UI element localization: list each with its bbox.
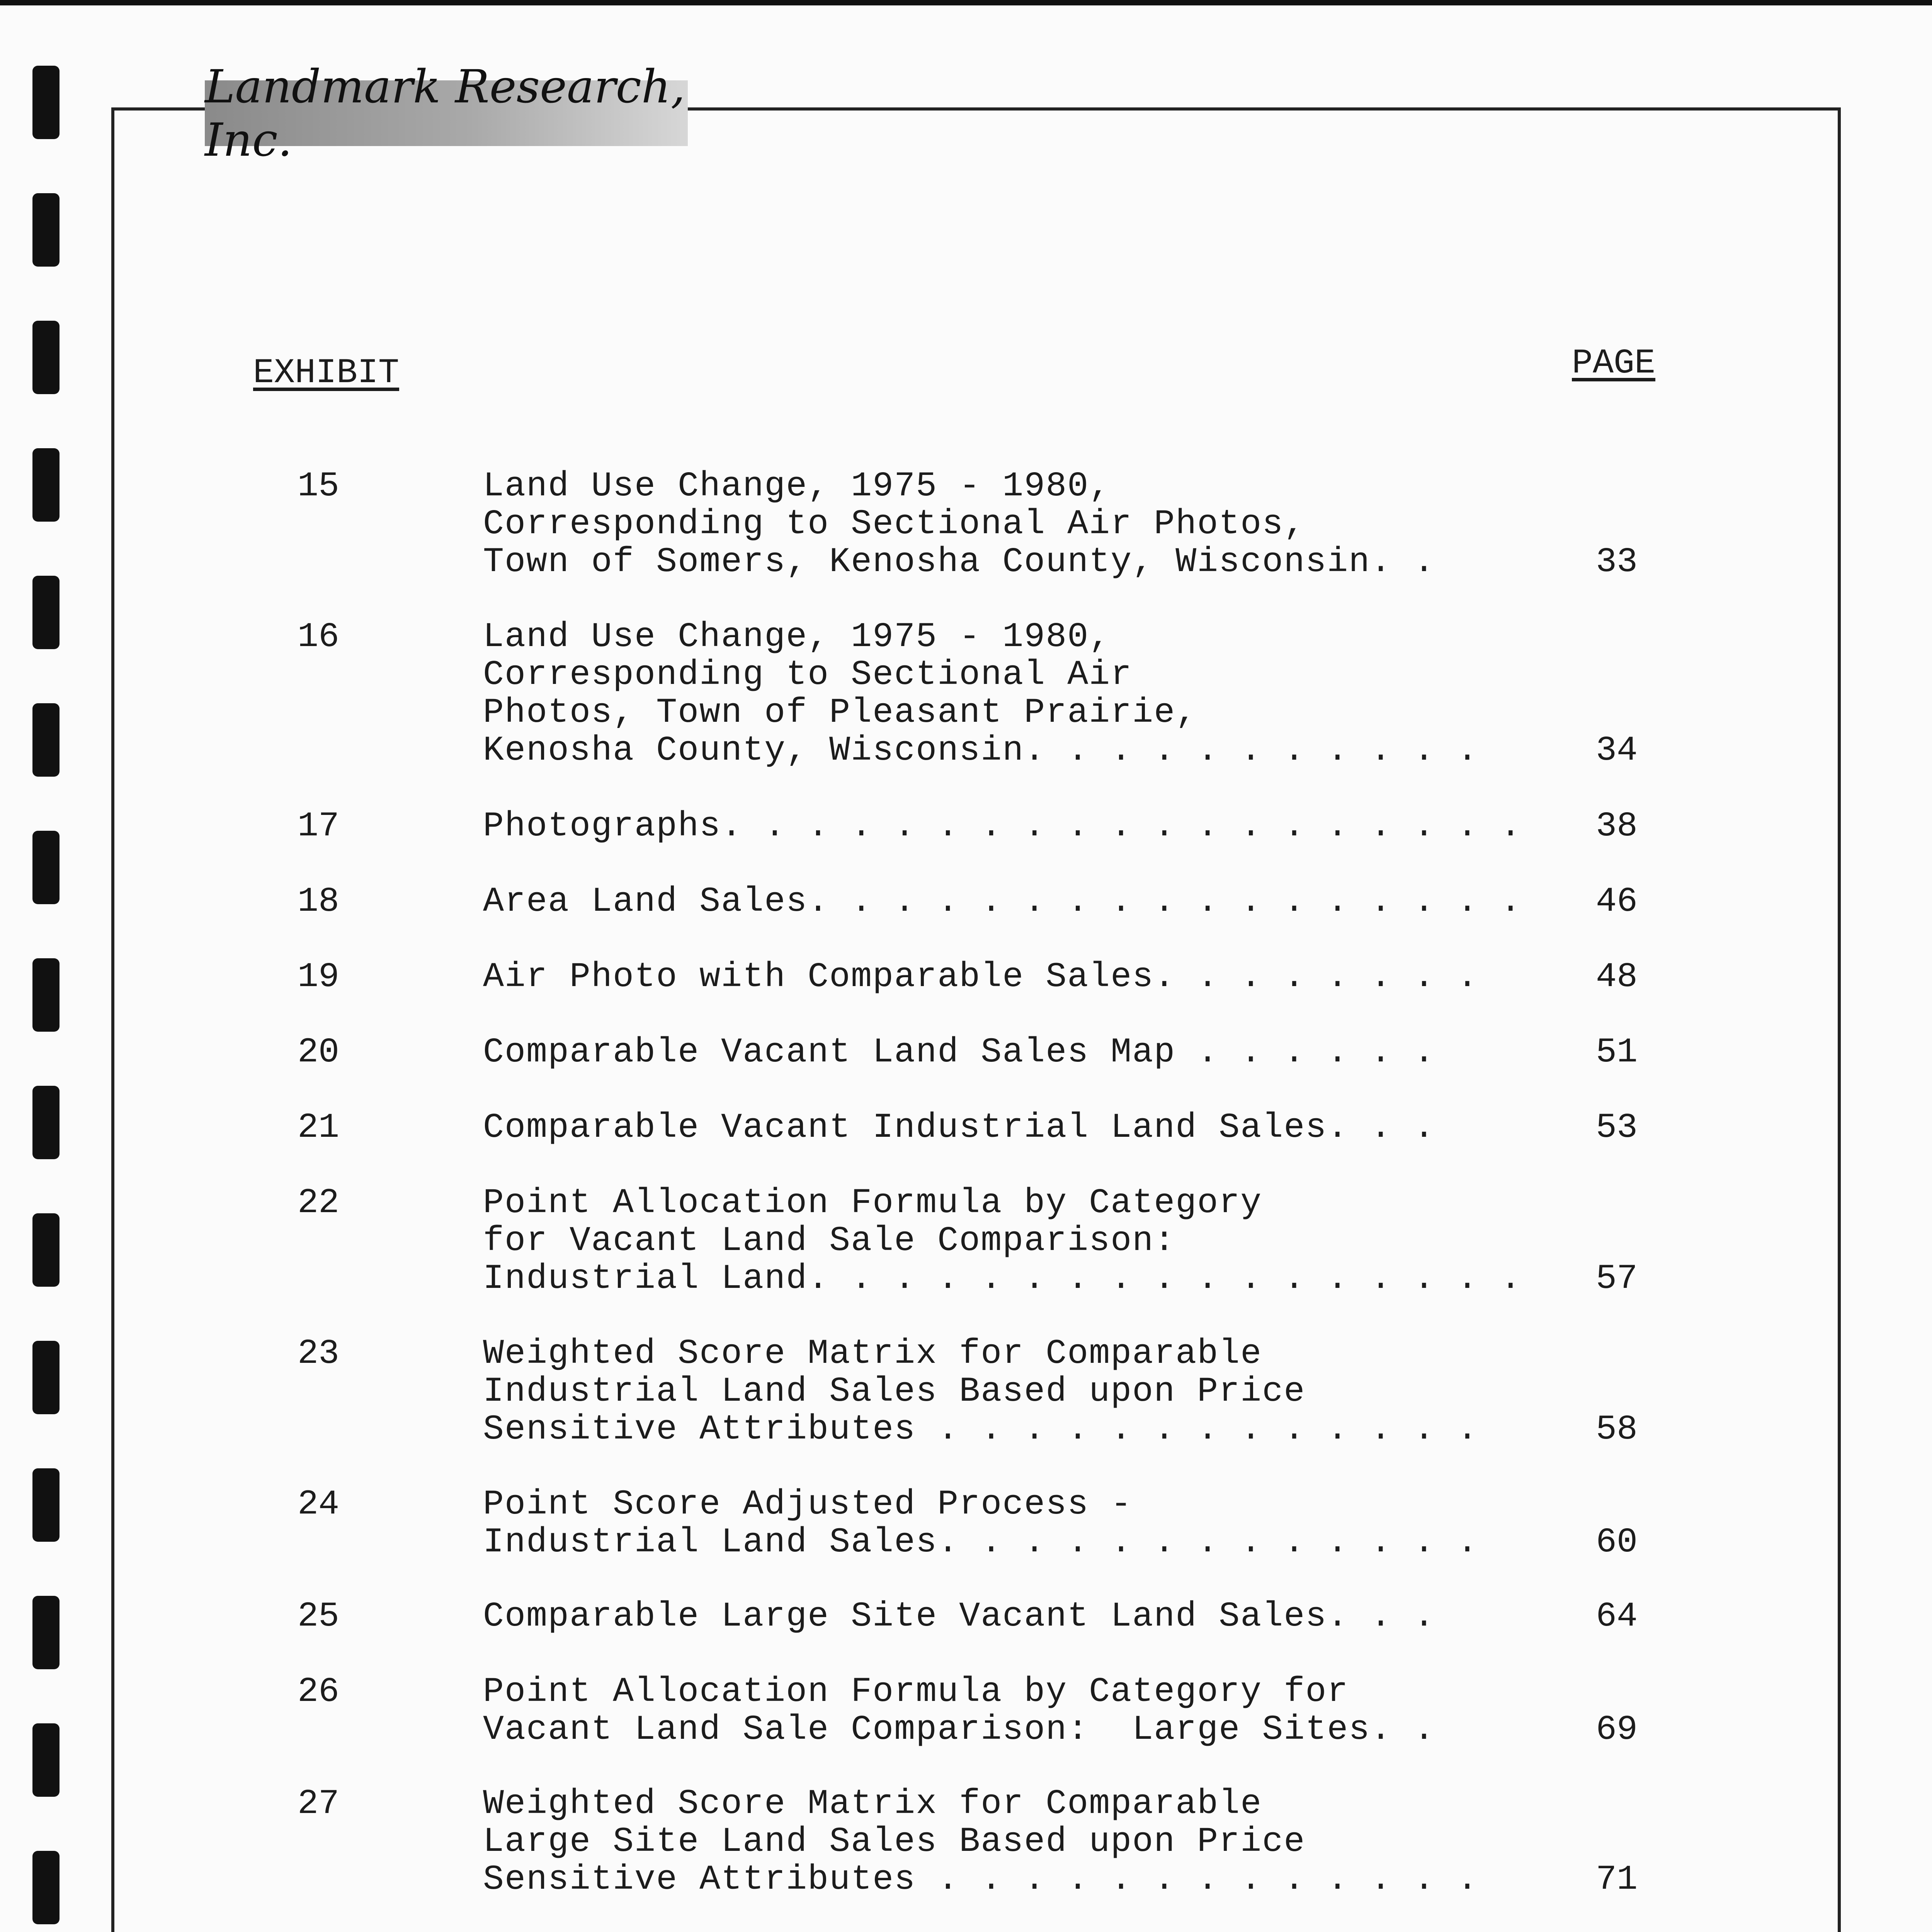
binding-hole xyxy=(32,1341,60,1414)
exhibit-title-line: Point Allocation Formula by Category for xyxy=(483,1672,1349,1712)
exhibit-title-line: Sensitive Attributes . . . . . . . . . . . . . xyxy=(483,1860,1479,1900)
exhibit-title xyxy=(483,1785,1478,1899)
exhibit-title xyxy=(483,808,1522,845)
exhibit-title-line: Land Use Change, 1975 - 1980, xyxy=(483,617,1111,657)
exhibit-page-number: 64 xyxy=(1596,1597,1638,1636)
binding-hole xyxy=(32,958,60,1032)
exhibit-column-header: EXHIBIT xyxy=(253,354,400,393)
binding-hole xyxy=(32,1723,60,1797)
exhibit-title-line: Comparable Vacant Industrial Land Sales. . . xyxy=(483,1108,1435,1148)
binding-hole xyxy=(32,66,60,139)
exhibit-title xyxy=(483,1673,1435,1749)
exhibit-title-line: Area Land Sales. . . . . . . . . . . . . . . . . xyxy=(483,882,1522,922)
exhibit-title-line: Point Score Adjusted Process - xyxy=(483,1485,1133,1524)
binding-hole xyxy=(32,1086,60,1159)
binding-hole xyxy=(32,831,60,904)
exhibit-title-line: Photos, Town of Pleasant Prairie, xyxy=(483,693,1197,733)
exhibit-number: 17 xyxy=(298,807,340,846)
binding-hole xyxy=(32,1213,60,1287)
exhibit-page-number: 57 xyxy=(1596,1259,1638,1299)
exhibit-title-line: Air Photo with Comparable Sales. . . . . . . . xyxy=(483,957,1479,997)
binding-hole xyxy=(32,448,60,522)
exhibit-page-number: 58 xyxy=(1596,1410,1638,1449)
exhibit-page-number: 53 xyxy=(1596,1108,1638,1148)
page-column-header: PAGE xyxy=(1572,344,1656,383)
exhibit-number: 15 xyxy=(298,467,340,506)
exhibit-number: 26 xyxy=(298,1672,340,1712)
exhibit-title xyxy=(483,1034,1435,1071)
exhibit-page-number: 69 xyxy=(1596,1710,1638,1750)
exhibit-title-line: Land Use Change, 1975 - 1980, xyxy=(483,467,1111,506)
binding-hole xyxy=(32,1596,60,1669)
exhibit-page-number: 46 xyxy=(1596,882,1638,922)
exhibit-title-line: Corresponding to Sectional Air xyxy=(483,655,1133,695)
exhibit-title xyxy=(483,1109,1435,1147)
exhibit-title-line: Comparable Vacant Land Sales Map . . . . . . xyxy=(483,1033,1435,1072)
exhibit-title-line: Industrial Land. . . . . . . . . . . . . . . . . xyxy=(483,1259,1522,1299)
exhibit-page-number: 71 xyxy=(1596,1860,1638,1900)
exhibit-number: 24 xyxy=(298,1485,340,1524)
binding-hole xyxy=(32,703,60,777)
exhibit-title xyxy=(483,618,1478,770)
exhibit-title-line: Corresponding to Sectional Air Photos, xyxy=(483,505,1306,544)
exhibit-number: 20 xyxy=(298,1033,340,1072)
binding-hole xyxy=(32,193,60,267)
binding-hole xyxy=(32,1851,60,1924)
exhibit-number: 27 xyxy=(298,1784,340,1824)
exhibit-title-line: Industrial Land Sales. . . . . . . . . . . . . xyxy=(483,1523,1479,1562)
exhibit-title-line: Comparable Large Site Vacant Land Sales. . . xyxy=(483,1597,1435,1636)
exhibit-title-line: Vacant Land Sale Comparison: Large Sites. . xyxy=(483,1710,1435,1750)
exhibit-number: 16 xyxy=(298,617,340,657)
exhibit-page-number: 51 xyxy=(1596,1033,1638,1072)
exhibit-title-line: Town of Somers, Kenosha County, Wisconsin. . xyxy=(483,543,1435,582)
exhibit-title xyxy=(483,958,1478,996)
exhibit-title-line: for Vacant Land Sale Comparison: xyxy=(483,1221,1176,1261)
exhibit-title-line: Point Allocation Formula by Category xyxy=(483,1184,1262,1223)
exhibit-title-line: Large Site Land Sales Based upon Price xyxy=(483,1822,1306,1862)
exhibit-number: 21 xyxy=(298,1108,340,1148)
exhibit-page-number: 33 xyxy=(1596,543,1638,582)
binding-hole xyxy=(32,576,60,649)
exhibit-number: 23 xyxy=(298,1334,340,1374)
exhibit-title-line: Weighted Score Matrix for Comparable xyxy=(483,1784,1262,1824)
exhibit-number: 22 xyxy=(298,1184,340,1223)
company-logo: Landmark Research, Inc. xyxy=(205,80,688,146)
exhibit-number: 18 xyxy=(298,882,340,922)
binding-hole xyxy=(32,321,60,394)
exhibit-title-line: Weighted Score Matrix for Comparable xyxy=(483,1334,1262,1374)
exhibit-title xyxy=(483,1598,1435,1636)
exhibit-number: 19 xyxy=(298,957,340,997)
exhibit-title-line: Photographs. . . . . . . . . . . . . . . . . . . xyxy=(483,807,1522,846)
page-top-edge xyxy=(0,0,1932,5)
exhibit-title xyxy=(483,1184,1522,1298)
exhibit-title xyxy=(483,883,1522,921)
exhibit-page-number: 48 xyxy=(1596,957,1638,997)
exhibit-title xyxy=(483,468,1435,581)
exhibit-page-number: 34 xyxy=(1596,731,1638,770)
exhibit-title xyxy=(483,1335,1478,1449)
exhibit-title-line: Kenosha County, Wisconsin. . . . . . . . . . . xyxy=(483,731,1479,770)
binding-holes xyxy=(32,66,60,1932)
exhibit-title-line: Sensitive Attributes . . . . . . . . . . . . . xyxy=(483,1410,1479,1449)
exhibit-title-line: Industrial Land Sales Based upon Price xyxy=(483,1372,1306,1412)
binding-hole xyxy=(32,1468,60,1542)
exhibit-number: 25 xyxy=(298,1597,340,1636)
exhibit-page-number: 60 xyxy=(1596,1523,1638,1562)
exhibit-page-number: 38 xyxy=(1596,807,1638,846)
exhibit-title xyxy=(483,1486,1478,1561)
